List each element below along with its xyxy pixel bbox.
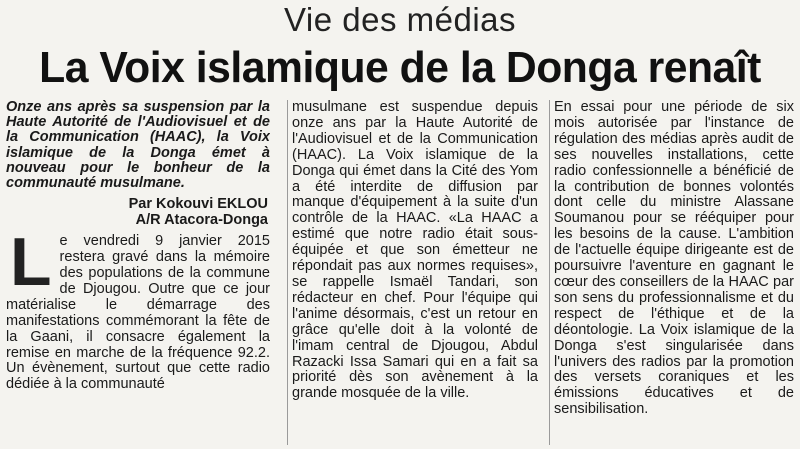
- column-1: [6, 100, 270, 445]
- body-start: [6, 224, 270, 393]
- section-rubric: [0, 0, 800, 40]
- column-2: [287, 100, 538, 445]
- headline-text: La Voix islamique de la Donga renaît: [39, 43, 761, 92]
- column-3: [549, 100, 794, 445]
- article-lead: Onze ans après sa suspension par la Haute Autorité de l'Audiovisuel et de la Communication (HAAC), la Voix islamique de la Donga émet à nouveau pour le bonheur de la communauté musulmane.: [6, 100, 270, 192]
- drop-cap: L: [10, 224, 52, 301]
- article-headline: [0, 40, 800, 96]
- byline-location: A/R Atacora-Donga: [135, 211, 268, 228]
- byline-author: Par Kokouvi EKLOU: [128, 196, 268, 213]
- body-text-col2: musulmane est suspendue depuis onze ans par la Haute Autorité de l'Audiovisuel et de la Communication (HAAC). La Voix islamique de la Donga qui émet dans la Cité des Yom a été interdite de diffusion par manque d'équipement à la suite d'un contrôle de la HAAC. «La HAAC a estimé que notre radio était sous-équipée et que son émetteur ne répondait pas aux normes requises», se rappelle Ismaël Tandari, son rédacteur en chef. Pour l'équipe qui l'anime désormais, c'est un retour en grâce qu'elle doit à la volonté de l'imam central de Djougou, Abdul Razacki Issa Samari qui en a fait sa priorité dès son avènement à la grande mosquée de la ville.: [292, 100, 538, 402]
- body-text-col1: e vendredi 9 janvier 2015 restera gravé dans la mémoire des populations de la commune de Djougou. Outre que ce jour matérialise le démarrage des manifestations commémorant la fête de la Gaani, il consacre également la remise en marche de la fréquence 92.2. Un évènement, surtout que cette radio dédiée à la communauté: [6, 233, 270, 393]
- rubric-title: Vie des médias: [283, 1, 517, 38]
- body-text-col3: En essai pour une période de six mois autorisée par l'instance de régulation des médias après audit de ses nouvelles installations, cette radio confessionnelle a bénéficié de la contribution de bonnes volontés dont celle du ministre Alassane Soumanou pour se rééquiper pour les besoins de la cause. L'ambition de l'actuelle équipe dirigeante est de poursuivre l'aventure en gagnant le cœur des conseillers de la HAAC par son sens du professionnalisme et du respect de l'éthique et de la déontologie. La Voix islamique de la Donga s'est singularisée dans l'univers des radios par la promotion des versets coraniques et les émissions éducatives et de sensibilisation.: [554, 100, 794, 418]
